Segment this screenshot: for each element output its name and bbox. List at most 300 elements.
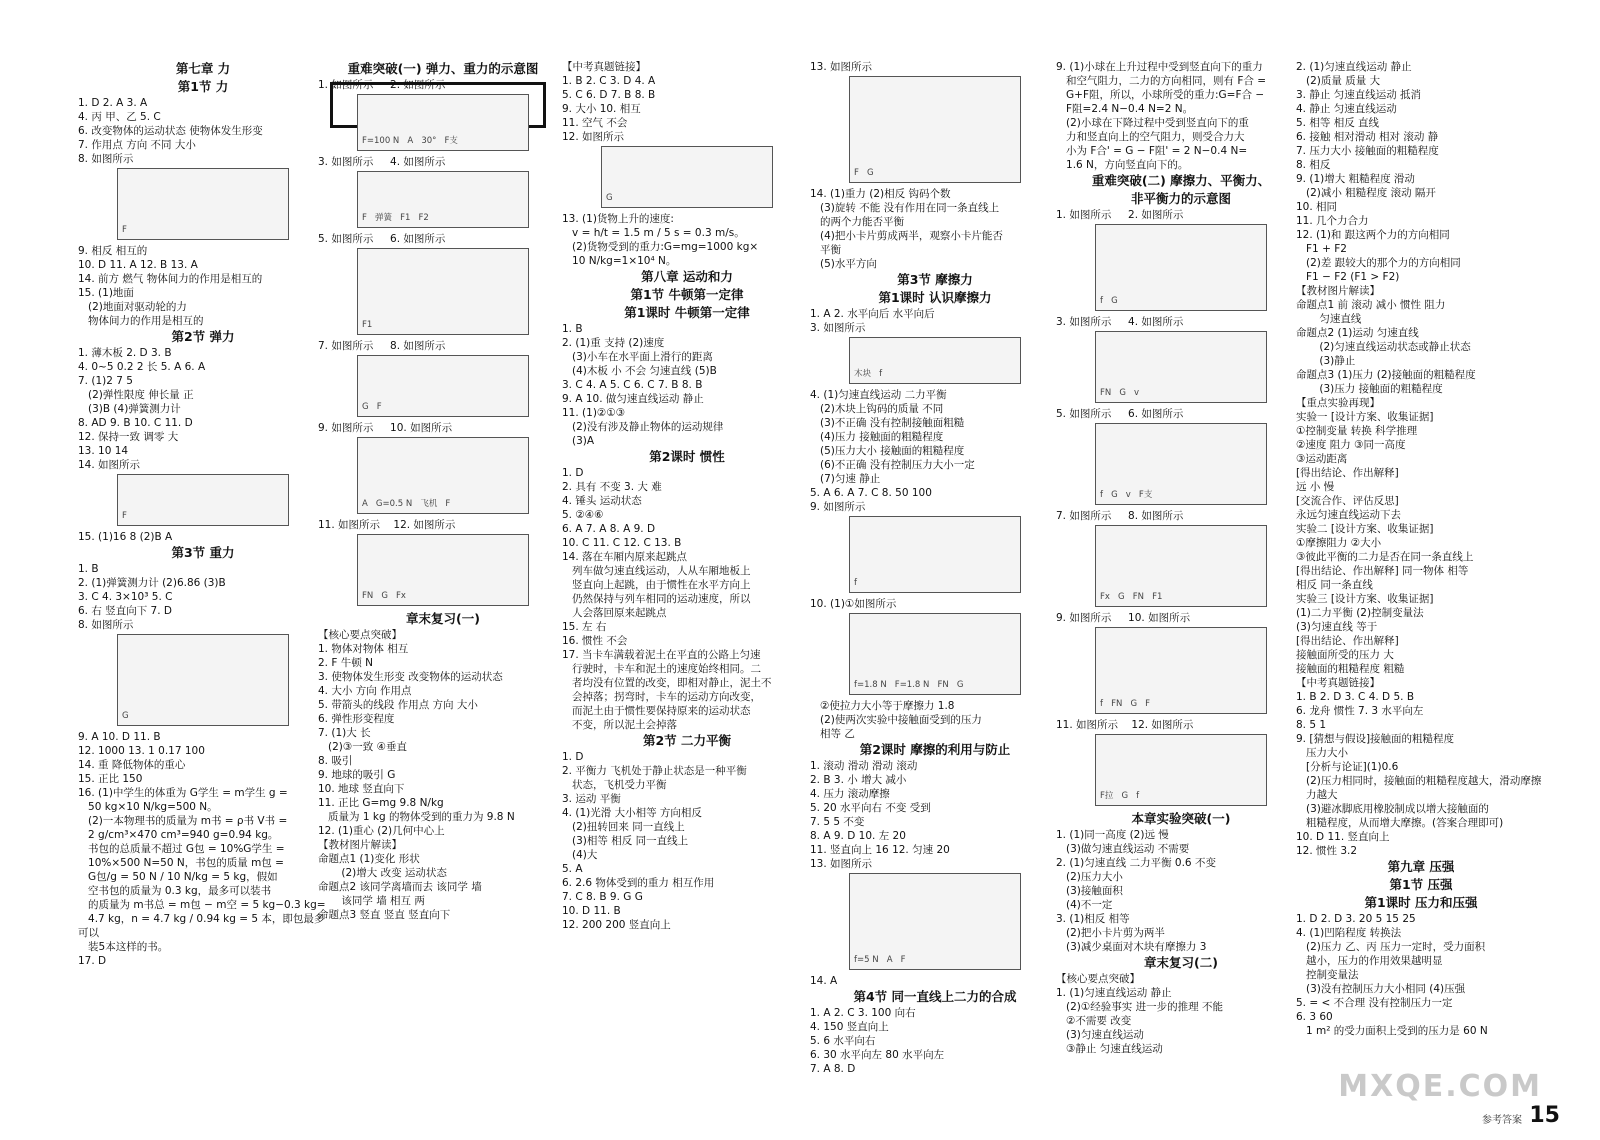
answer-line: 8. A 9. D 10. 左 20 (810, 830, 906, 842)
figure-diagram (357, 171, 529, 228)
answer-line: 6. 右 竖直向下 7. D (78, 605, 172, 617)
answer-line: (3)接触面积 (1056, 885, 1123, 897)
section-heading: 第1节 力 (177, 79, 229, 94)
answer-line: 15. (1)地面 (78, 287, 134, 299)
answer-line: 书包的总质量不超过 G包 = 10%G学生 = (78, 843, 285, 855)
answer-line: 实验一 [设计方案、收集证据] (1296, 411, 1434, 423)
answer-line: 命题点3 (1)压力 (2)接触面的粗糙程度 (1296, 369, 1476, 381)
answer-line: 10. D 11. B (562, 905, 621, 917)
answer-line: 3. 运动 平衡 (562, 793, 621, 805)
answer-line: 【教材图片解读】 (1296, 285, 1380, 297)
answer-line: 实验三 [设计方案、收集证据] (1296, 593, 1434, 605)
answer-line: 4. 压力 滚动摩擦 (810, 788, 890, 800)
answer-line: v = h/t = 1.5 m / 5 s = 0.3 m/s。 (562, 227, 745, 239)
answer-line: 1. 滚动 滑动 滑动 滚动 (810, 760, 918, 772)
answer-line: 3. 使物体发生形变 改变物体的运动状态 (318, 671, 503, 683)
figure-label: F (122, 225, 127, 235)
figure-diagram (1095, 224, 1267, 311)
figure-diagram (117, 474, 289, 526)
answer-line: 8. 5 1 (1296, 719, 1327, 731)
answer-line: 14. A (810, 975, 838, 987)
answer-line: (2)③一致 ④垂直 (318, 741, 408, 753)
answer-line: (3)压力 接触面的粗糙程度 (1296, 383, 1443, 395)
answer-line: 11. 如图所示 12. 如图所示 (1056, 719, 1194, 731)
figure-label: F 弹簧 F1 F2 (362, 213, 429, 223)
section-heading: 第3节 重力 (171, 545, 235, 560)
answer-line: (3)A (562, 435, 595, 447)
section-heading: 第2课时 摩擦的利用与防止 (859, 742, 1011, 757)
section-heading: 第九章 压强 (1387, 859, 1455, 874)
answer-line: 5. C 6. D 7. B 8. B (562, 89, 656, 101)
answer-line: 16. 惯性 不会 (562, 635, 628, 647)
answer-line: 5. 6 水平向右 (810, 1035, 876, 1047)
answer-line: 10. 相同 (1296, 201, 1338, 213)
figure-label: f=1.8 N F=1.8 N FN G (854, 680, 964, 690)
figure-diagram (849, 337, 1021, 384)
figure-diagram (849, 516, 1021, 593)
answer-line: (4)把小卡片剪成两半，观察小卡片能否 (810, 230, 1003, 242)
answer-line: 4. 锤头 运动状态 (562, 495, 642, 507)
answer-line: 7. C 8. B 9. G G (562, 891, 643, 903)
answer-line: 3. 如图所示 (810, 322, 866, 334)
answer-column-3 (562, 60, 812, 932)
answer-line: 【核心要点突破】 (1056, 973, 1140, 985)
figure-diagram (357, 534, 529, 606)
answer-column-2 (318, 60, 568, 922)
answer-line: (3)旋转 不能 没有作用在同一条直线上 (810, 202, 1000, 214)
figure-diagram (1095, 627, 1267, 714)
figure-label: G (606, 193, 613, 203)
answer-line: 13. 如图所示 (810, 858, 873, 870)
figure-label: A G=0.5 N 飞机 F (362, 499, 451, 509)
answer-line: 和空气阻力，二力的方向相同，则有 F合 = (1056, 75, 1267, 87)
answer-line: 11. 如图所示 12. 如图所示 (318, 519, 456, 531)
answer-line: 12. 如图所示 (562, 131, 625, 143)
answer-line: 2. (1)匀速直线 二力平衡 0.6 不变 (1056, 857, 1216, 869)
answer-line: 命题点1 (1)变化 形状 (318, 853, 420, 865)
answer-line: 9. 如图所示 (810, 501, 866, 513)
answer-line: (1)二力平衡 (2)控制变量法 (1296, 607, 1424, 619)
answer-line: 10 N/kg=1×10⁴ N。 (562, 255, 677, 267)
figure-label: Fx G FN F1 (1100, 592, 1163, 602)
answer-line: 11. 竖直向上 16 12. 匀速 20 (810, 844, 950, 856)
answer-line: 相等 乙 (810, 728, 855, 740)
answer-line: 平衡 (810, 244, 842, 256)
answer-line: 1. D 2. D 3. 20 5 15 25 (1296, 913, 1416, 925)
answer-line: 13. 如图所示 (810, 61, 873, 73)
answer-line: 4.7 kg，n = 4.7 kg / 0.94 kg = 5 本，即包最多可以 (78, 913, 325, 939)
answer-line: (3)相等 相反 同一直线上 (562, 835, 689, 847)
answer-line: 命题点2 该同学离墙而去 该同学 墙 (318, 881, 482, 893)
answer-line: 【重点实验再现】 (1296, 397, 1380, 409)
answer-line: 的质量为 m书总 = m包 − m空 = 5 kg−0.3 kg= (78, 899, 326, 911)
answer-line: 会掉落；拐弯时，卡车的运动方向改变， (562, 691, 762, 703)
answer-line: 16. (1)中学生的体重为 G学生 = m学生 g = (78, 787, 288, 799)
answer-line: 10. C 11. C 12. C 13. B (562, 537, 682, 549)
answer-line: ③彼此平衡的二力是否在同一条直线上 (1296, 551, 1474, 563)
answer-line: 6. 接触 相对滑动 相对 滚动 静 (1296, 131, 1439, 143)
answer-column-4 (810, 60, 1060, 1076)
figure-label: F (122, 511, 127, 521)
section-heading: 本章实验突破(一) (1131, 811, 1231, 826)
answer-line: 8. 如图所示 (78, 153, 134, 165)
figure-label: F1 (362, 320, 373, 330)
answer-line: 远 小 慢 (1296, 481, 1335, 493)
figure-diagram (1095, 734, 1267, 806)
answer-line: G+F阻，所以，小球所受的重力:G=F合 − (1056, 89, 1265, 101)
figure-diagram (117, 168, 289, 240)
answer-line: 人会落回原来起跳点 (562, 607, 667, 619)
answer-column-6 (1296, 60, 1546, 1038)
answer-line: 14. 前方 燃气 物体间力的作用是相互的 (78, 273, 263, 285)
answer-line: (3)静止 (1296, 355, 1356, 367)
answer-line: 1. A 2. C 3. 100 向右 (810, 1007, 916, 1019)
answer-line: 3. 如图所示 4. 如图所示 (318, 156, 446, 168)
answer-line: (4)不一定 (1056, 899, 1113, 911)
answer-line: G包/g = 50 N / 10 N/kg = 5 kg，假如 (78, 871, 278, 883)
answer-line: 1. D 2. A 3. A (78, 97, 148, 109)
answer-line: 1. A 2. 水平向后 水平向后 (810, 308, 935, 320)
answer-line: 15. 正比 150 (78, 773, 143, 785)
answer-line: 2 g/cm³×470 cm³=940 g=0.94 kg。 (78, 829, 279, 841)
answer-line: 的两个力能否平衡 (810, 216, 905, 228)
section-heading: 第八章 运动和力 (641, 269, 733, 284)
answer-line: [交流合作、评估反思] (1296, 495, 1399, 507)
answer-line: 13. (1)货物上升的速度: (562, 213, 674, 225)
section-heading: 非平衡力的示意图 (1130, 191, 1231, 206)
answer-line: ②使拉力大小等于摩擦力 1.8 (810, 700, 955, 712)
answer-line: 7. 如图所示 8. 如图所示 (1056, 510, 1184, 522)
answer-line: 9. (1)小球在上升过程中受到竖直向下的重力 (1056, 61, 1263, 73)
section-heading: 第1课时 压力和压强 (1364, 895, 1478, 910)
answer-line: 1. B (562, 323, 583, 335)
answer-line: 17. D (78, 955, 107, 967)
answer-line: 7. 压力大小 接触面的粗糙程度 (1296, 145, 1439, 157)
answer-line: 4. (1)凹陷程度 转换法 (1296, 927, 1402, 939)
answer-line: (3)匀速直线运动 (1056, 1029, 1144, 1041)
answer-column-5 (1056, 60, 1306, 1056)
answer-line: 12. 惯性 3.2 (1296, 845, 1358, 857)
answer-line: ①摩擦阻力 ②大小 (1296, 537, 1382, 549)
answer-line: 不变，所以泥土会掉落 (562, 719, 678, 731)
answer-line: 6. 30 水平向左 80 水平向左 (810, 1049, 945, 1061)
answer-line: 4. 0~5 0.2 2 长 5. A 6. A (78, 361, 206, 373)
figure-diagram (601, 146, 773, 208)
answer-line: (2)差 跟较大的那个力的方向相同 (1296, 257, 1461, 269)
answer-line: 1. 如图所示 2. 如图所示 (318, 79, 446, 91)
answer-line: (3)没有控制压力大小相同 (4)压强 (1296, 983, 1466, 995)
answer-line: 状态，飞机受力平衡 (562, 779, 667, 791)
answer-line: (2)货物受到的重力:G=mg=1000 kg× (562, 241, 759, 253)
section-heading: 第2节 弹力 (171, 329, 235, 344)
figure-label: 木块 f (854, 369, 883, 379)
answer-line: 永远匀速直线运动下去 (1296, 509, 1401, 521)
figure-diagram (357, 355, 529, 417)
answer-line: 12. 200 200 竖直向上 (562, 919, 671, 931)
answer-line: 5. 20 水平向右 不变 受到 (810, 802, 931, 814)
answer-line: 10. D 11. 竖直向上 (1296, 831, 1390, 843)
answer-line: [得出结论、作出解释] (1296, 635, 1399, 647)
answer-line: 【中考真题链接】 (1296, 677, 1380, 689)
answer-line: 6. 弹性形变程度 (318, 713, 395, 725)
answer-line: 4. 150 竖直向上 (810, 1021, 889, 1033)
answer-line: 13. 10 14 (78, 445, 129, 457)
answer-line: ③运动距离 (1296, 453, 1348, 465)
footer-label: 参考答案 (1482, 1115, 1522, 1126)
figure-diagram (357, 437, 529, 514)
answer-line: 1. B 2. C 3. D 4. A (562, 75, 656, 87)
section-heading: 第七章 力 (175, 61, 231, 76)
answer-line: 【教材图片解读】 (318, 839, 402, 851)
answer-line: 3. 如图所示 4. 如图所示 (1056, 316, 1184, 328)
answer-line: 5. 如图所示 6. 如图所示 (318, 233, 446, 245)
answer-line: (2)压力大小 (1056, 871, 1123, 883)
answer-line: 8. 吸引 (318, 755, 353, 767)
answer-line: 1. D (562, 467, 584, 479)
answer-line: 11. 几个力合力 (1296, 215, 1369, 227)
answer-line: (2)扭转回来 同一直线上 (562, 821, 685, 833)
answer-line: 仍然保持与列车相同的运动速度，所以 (562, 593, 751, 605)
answer-line: (2)减小 粗糙程度 滚动 隔开 (1296, 187, 1436, 199)
answer-line: (2)使两次实验中接触面受到的压力 (810, 714, 982, 726)
answer-line: 6. 2.6 物体受到的重力 相互作用 (562, 877, 715, 889)
answer-line: 匀速直线 (1296, 313, 1362, 325)
answer-line: 11. 空气 不会 (562, 117, 628, 129)
answer-line: 5. = < 不合理 没有控制压力一定 (1296, 997, 1453, 1009)
answer-line: (3)避冰脚底用橡胶制成以增大接触面的 (1296, 803, 1489, 815)
answer-line: 5. ②④⑥ (562, 509, 604, 521)
answer-line: [分析与论证](1)0.6 (1296, 761, 1399, 773)
answer-line: 行驶时，卡车和泥土的速度始终相同。二 (562, 663, 762, 675)
answer-line: 5. 相等 相反 直线 (1296, 117, 1380, 129)
answer-line: 9. (1)增大 粗糙程度 滑动 (1296, 173, 1415, 185)
answer-line: 3. (1)相反 相等 (1056, 913, 1130, 925)
section-heading: 第1节 牛顿第一定律 (630, 287, 744, 302)
answer-line: (3)B (4)弹簧测力计 (78, 403, 181, 415)
answer-line: 2. (1)弹簧测力计 (2)6.86 (3)B (78, 577, 226, 589)
answer-line: (6)不正确 没有控制压力大小一定 (810, 459, 975, 471)
answer-line: (2)增大 改变 运动状态 (318, 867, 447, 879)
answer-line: 1. B 2. D 3. C 4. D 5. B (1296, 691, 1415, 703)
answer-line: 9. [猜想与假设]接触面的粗糙程度 (1296, 733, 1455, 745)
answer-line: 7. (1)2 7 5 (78, 375, 133, 387)
answer-line: F阻=2.4 N−0.4 N=2 N。 (1056, 103, 1194, 115)
answer-line: 1 m² 的受力面积上受到的压力是 60 N (1296, 1025, 1488, 1037)
answer-line: (3)做匀速直线运动 不需要 (1056, 843, 1190, 855)
section-heading: 第2课时 惯性 (649, 449, 725, 464)
answer-line: 10. D 11. A 12. B 13. A (78, 259, 198, 271)
answer-line: ①控制变量 转换 科学推理 (1296, 425, 1418, 437)
answer-line: 空书包的质量为 0.3 kg，最多可以装书 (78, 885, 272, 897)
figure-diagram (357, 94, 529, 151)
answer-line: 【核心要点突破】 (318, 629, 402, 641)
answer-line: 12. (1)重心 (2)几何中心上 (318, 825, 445, 837)
answer-line: (2)弹性限度 伸长量 正 (78, 389, 194, 401)
section-heading: 重难突破(一) 弹力、重力的示意图 (347, 61, 539, 76)
answer-line: (2)匀速直线运动状态或静止状态 (1296, 341, 1471, 353)
answer-line: (2)一本物理书的质量为 m书 = ρ书 V书 = (78, 815, 288, 827)
answer-line: 12. 1000 13. 1 0.17 100 (78, 745, 205, 757)
figure-label: f G (1100, 296, 1118, 306)
answer-line: ③静止 匀速直线运动 (1056, 1043, 1163, 1055)
answer-line: 11. 正比 G=mg 9.8 N/kg (318, 797, 444, 809)
answer-line: F1 + F2 (1296, 243, 1347, 255)
section-heading: 第1节 压强 (1389, 877, 1453, 892)
answer-line: 控制变量法 (1296, 969, 1359, 981)
answer-line: 2. (1)重 支持 (2)速度 (562, 337, 665, 349)
figure-diagram (849, 76, 1021, 183)
answer-line: 而泥土由于惯性要保持原来的运动状态 (562, 705, 751, 717)
answer-line: 3. 静止 匀速直线运动 抵消 (1296, 89, 1422, 101)
answer-line: (2)①经验事实 进一步的推理 不能 (1056, 1001, 1223, 1013)
watermark: MXQE.COM (1338, 1069, 1542, 1104)
answer-line: 14. (1)重力 (2)相反 钩码个数 (810, 188, 951, 200)
answer-line: 1. 物体对物体 相互 (318, 643, 409, 655)
section-heading: 章末复习(二) (1144, 955, 1218, 970)
answer-line: 2. 具有 不变 3. 大 难 (562, 481, 662, 493)
answer-line: 竖直向上起跳，由于惯性在水平方向上 (562, 579, 751, 591)
answer-line: 7. 5 5 不变 (810, 816, 865, 828)
answer-line: 14. 重 降低物体的重心 (78, 759, 186, 771)
figure-label: F G (854, 168, 874, 178)
answer-line: 2. (1)匀速直线运动 静止 (1296, 61, 1412, 73)
answer-line: 4. (1)匀速直线运动 二力平衡 (810, 389, 947, 401)
answer-line: ②速度 阻力 ③同一高度 (1296, 439, 1406, 451)
answer-line: (4)大 (562, 849, 598, 861)
answer-line: (5)压力大小 接触面的粗糙程度 (810, 445, 965, 457)
answer-line: (7)匀速 静止 (810, 473, 881, 485)
section-heading: 第2节 二力平衡 (642, 733, 732, 748)
answer-line: 5. A (562, 863, 583, 875)
figure-label: FN G Fx (362, 591, 406, 601)
answer-line: 列车做匀速直线运动，人从车厢地板上 (562, 565, 751, 577)
answer-line: [得出结论、作出解释] (1296, 467, 1399, 479)
figure-diagram (1095, 423, 1267, 505)
answer-line: 命题点2 (1)运动 匀速直线 (1296, 327, 1419, 339)
answer-line: (3)匀速直线 等于 (1296, 621, 1378, 633)
answer-line: 压力大小 (1296, 747, 1349, 759)
answer-line: (3)减少桌面对木块有摩擦力 3 (1056, 941, 1207, 953)
answer-line: (3)小车在水平面上滑行的距离 (562, 351, 713, 363)
answer-line: 11. (1)②①③ (562, 407, 626, 419)
figure-label: f (854, 578, 857, 588)
section-heading: 第3节 摩擦力 (897, 272, 973, 287)
answer-line: 12. (1)和 跟这两个力的方向相同 (1296, 229, 1450, 241)
answer-line: 7. 如图所示 8. 如图所示 (318, 340, 446, 352)
answer-line: 物体间力的作用是相互的 (78, 315, 204, 327)
answer-line: 9. 如图所示 10. 如图所示 (318, 422, 453, 434)
answer-line: 7. 作用点 方向 不同 大小 (78, 139, 196, 151)
figure-label: G F (362, 402, 382, 412)
answer-line: 1. 薄木板 2. D 3. B (78, 347, 172, 359)
answer-line: 2. F 牛顿 N (318, 657, 373, 669)
answer-line: 7. (1)大 长 (318, 727, 371, 739)
answer-line: 力和竖直向上的空气阻力，则受合力大 (1056, 131, 1245, 143)
answer-line: 5. A 6. A 7. C 8. 50 100 (810, 487, 932, 499)
answer-line: 7. A 8. D (810, 1063, 856, 1075)
answer-line: 3. C 4. 3×10³ 5. C (78, 591, 173, 603)
answer-line: 4. 大小 方向 作用点 (318, 685, 412, 697)
answer-line: 8. AD 9. B 10. C 11. D (78, 417, 193, 429)
answer-line: (2)木块上钩码的质量 不同 (810, 403, 944, 415)
answer-line: 14. 如图所示 (78, 459, 141, 471)
answer-line: 17. 当卡车满载着泥土在平直的公路上匀速 (562, 649, 761, 661)
answer-line: 5. 如图所示 6. 如图所示 (1056, 408, 1184, 420)
answer-line: 6. 改变物体的运动状态 使物体发生形变 (78, 125, 263, 137)
answer-line: 者均没有位置的改变，即相对静止，泥土不 (562, 677, 772, 689)
answer-line: 9. 相反 相互的 (78, 245, 148, 257)
figure-label: f G v F支 (1100, 490, 1153, 500)
answer-line: 接触面的粗糙程度 粗糙 (1296, 663, 1405, 675)
answer-line: [得出结论、作出解释] 同一物体 相等 (1296, 565, 1469, 577)
answer-line: 9. A 10. D 11. B (78, 731, 161, 743)
section-heading: 第4节 同一直线上二力的合成 (853, 989, 1017, 1004)
answer-line: 1. (1)匀速直线运动 静止 (1056, 987, 1172, 999)
answer-line: 8. 相反 (1296, 159, 1331, 171)
answer-line: 质量为 1 kg 的物体受到的重力为 9.8 N (318, 811, 515, 823)
section-heading: 重难突破(二) 摩擦力、平衡力、 (1091, 173, 1271, 188)
answer-line: 9. A 10. 做匀速直线运动 静止 (562, 393, 704, 405)
answer-line: (2)压力相同时，接触面的粗糙程度越大，滑动摩擦 (1296, 775, 1542, 787)
answer-line: 【中考真题链接】 (562, 61, 646, 73)
figure-diagram (1095, 525, 1267, 607)
answer-line: (2)质量 质量 大 (1296, 75, 1381, 87)
figure-diagram (1095, 331, 1267, 403)
answer-line: 越小，压力的作用效果越明显 (1296, 955, 1443, 967)
answer-line: 装5本这样的书。 (78, 941, 169, 953)
answer-line: 相反 同一条直线 (1296, 579, 1373, 591)
answer-line: (2)没有涉及静止物体的运动规律 (562, 421, 724, 433)
answer-line: 2. 平衡力 飞机处于静止状态是一种平衡 (562, 765, 747, 777)
answer-line: 14. 落在车厢内原来起跳点 (562, 551, 688, 563)
figure-diagram (117, 634, 289, 726)
answer-line: 3. C 4. A 5. C 6. C 7. B 8. B (562, 379, 703, 391)
answer-line: 1. (1)同一高度 (2)远 慢 (1056, 829, 1169, 841)
figure-label: F拉 G f (1100, 791, 1140, 801)
answer-line: (2)地面对驱动轮的力 (78, 301, 187, 313)
figure-label: G (122, 711, 129, 721)
figure-diagram (357, 248, 529, 335)
answer-line: 15. 左 右 (562, 621, 607, 633)
answer-line: 10. 地球 竖直向下 (318, 783, 405, 795)
figure-label: F=100 N A 30° F支 (362, 136, 458, 146)
answer-line: 小为 F合' = G − F阻' = 2 N−0.4 N= (1056, 145, 1248, 157)
answer-line: 5. 带箭头的线段 作用点 方向 大小 (318, 699, 478, 711)
answer-line: 6. A 7. A 8. A 9. D (562, 523, 656, 535)
answer-line: 8. 如图所示 (78, 619, 134, 631)
answer-line: 15. (1)16 8 (2)B A (78, 531, 173, 543)
answer-line: 4. (1)光滑 大小相等 方向相反 (562, 807, 702, 819)
section-heading: 第1课时 认识摩擦力 (878, 290, 992, 305)
figure-diagram (849, 613, 1021, 695)
answer-line: (5)水平方向 (810, 258, 877, 270)
answer-line: 6. 3 60 (1296, 1011, 1333, 1023)
section-heading: 第1课时 牛顿第一定律 (624, 305, 750, 320)
answer-line: 4. 丙 甲、乙 5. C (78, 111, 161, 123)
answer-line: 10. (1)①如图所示 (810, 598, 897, 610)
answer-line: 命题点3 竖直 竖直 竖直向下 (318, 909, 451, 921)
answer-line: 2. B 3. 小 增大 减小 (810, 774, 907, 786)
answer-line: 力越大 (1296, 789, 1338, 801)
answer-line: 10%×500 N=50 N，书包的质量 m包 = (78, 857, 284, 869)
answer-line: 12. 保持一致 调零 大 (78, 431, 179, 443)
answer-line: (2)小球在下降过程中受到竖直向下的重 (1056, 117, 1249, 129)
answer-line: 50 kg×10 N/kg=500 N。 (78, 801, 218, 813)
answer-line: 9. 地球的吸引 G (318, 769, 396, 781)
answer-line: F1 − F2 (F1 > F2) (1296, 271, 1400, 283)
answer-line: 1.6 N，方向竖直向下的。 (1056, 159, 1189, 171)
answer-line: (4)木板 小 不会 匀速直线 (5)B (562, 365, 717, 377)
